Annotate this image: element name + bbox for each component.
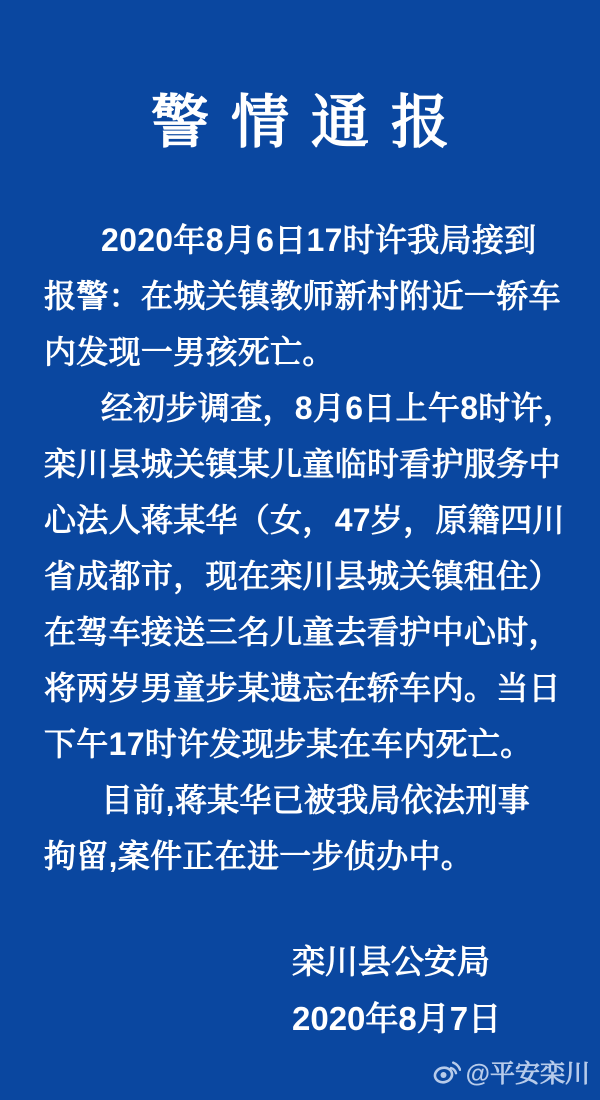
notice-line: 在驾车接送三名儿童去看护中心时， [44, 614, 561, 650]
notice-line: 报警：在城关镇教师新村附近一轿车 [44, 278, 561, 314]
notice-line: 内发现一男孩死亡。 [44, 334, 335, 370]
weibo-icon [433, 1060, 461, 1084]
notice-title: 警情通报 [150, 90, 471, 155]
notice-body [44, 212, 576, 884]
notice-line: 2020年8月6日17时许我局接到 [101, 222, 537, 258]
notice-line: 心法人蒋某华（女，47岁，原籍四川 [44, 502, 565, 538]
notice-line: 栾川县城关镇某儿童临时看护服务中 [44, 446, 561, 482]
watermark-handle: @平安栾川 [465, 1060, 590, 1088]
notice-line: 将两岁男童步某遗忘在轿车内。当日 [44, 670, 561, 706]
notice-line: 下午17时许发现步某在车内死亡。 [44, 726, 533, 762]
signature-agency: 栾川县公安局 [292, 943, 490, 980]
notice-line: 经初步调查，8月6日上午8时许， [101, 390, 576, 426]
signature-date: 2020年8月7日 [292, 1000, 502, 1037]
notice-line: 拘留,案件正在进一步侦办中。 [44, 838, 474, 874]
weibo-watermark [433, 1054, 590, 1090]
notice-line: 目前,蒋某华已被我局依法刑事 [101, 782, 531, 818]
notice-line: 省成都市，现在栾川县城关镇租住） [44, 558, 561, 594]
